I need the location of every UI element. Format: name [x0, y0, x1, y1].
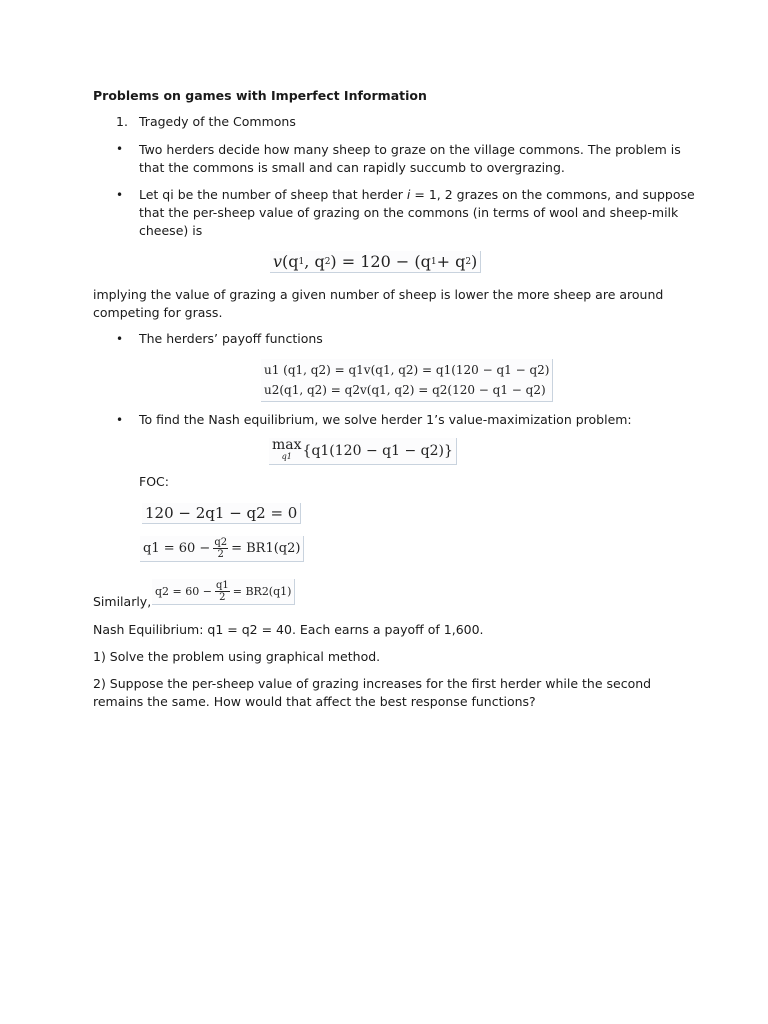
foc-label: FOC: [139, 474, 169, 489]
item-number: 1. [116, 114, 128, 129]
bullet-2-line-1: Let qi be the number of sheep that herder i = 1, 2 grazes on the commons, and suppose [139, 187, 695, 202]
payoff-equation-1: u1 (q1, q2) = q1v(q1, q2) = q1(120 − q1 − q2) [264, 363, 550, 377]
document-title: Problems on games with Imperfect Information [93, 88, 427, 103]
similarly-label: Similarly, [93, 594, 152, 609]
bullet-1: • [116, 142, 124, 156]
bullet-3-text: The herders’ payoff functions [139, 331, 323, 346]
value-equation: v (q 1 , q 2 ) = 120 − (q 1 + q 2 ) [270, 251, 481, 273]
bullet-2-line-2: that the per-sheep value of grazing on the commons (in terms of wool and sheep-milk [139, 205, 679, 220]
paragraph-line-1: implying the value of grazing a given number of sheep is lower the more sheep are around [93, 287, 664, 302]
foc-equation: 120 − 2q1 − q2 = 0 [142, 503, 301, 524]
paragraph-line-2: competing for grass. [93, 305, 223, 320]
bullet-4: • [116, 413, 124, 427]
payoff-equations [261, 359, 553, 402]
bullet-1-line-2: that the commons is small and can rapidly succumb to overgrazing. [139, 160, 565, 175]
item-tragedy-of-commons: Tragedy of the Commons [139, 114, 296, 129]
nash-equilibrium-text: Nash Equilibrium: q1 = q2 = 40. Each earns a payoff of 1,600. [93, 622, 484, 637]
max-problem-equation: max q1 {q1(120 − q1 − q2)} [269, 438, 457, 465]
bullet-4-text: To find the Nash equilibrium, we solve herder 1’s value-maximization problem: [139, 412, 632, 427]
question-2-line-1: 2) Suppose the per-sheep value of grazing increases for the first herder while the second [93, 676, 652, 691]
payoff-equation-2: u2(q1, q2) = q2v(q1, q2) = q2(120 − q1 − q2) [264, 383, 546, 397]
question-1: 1) Solve the problem using graphical method. [93, 649, 381, 664]
question-2-line-2: remains the same. How would that affect the best response functions? [93, 694, 536, 709]
bullet-2: • [116, 188, 124, 202]
bullet-3: • [116, 332, 124, 346]
bullet-2-line-3: cheese) is [139, 223, 203, 238]
bullet-1-line-1: Two herders decide how many sheep to graze on the village commons. The problem is [139, 142, 681, 157]
br1-equation: q1 = 60 − $\frac{q2}{2}$ = BR1(q2) [140, 536, 304, 562]
br2-equation: q2 = 60 − $\frac{q1}{2}$ = BR2(q1) [152, 579, 295, 605]
